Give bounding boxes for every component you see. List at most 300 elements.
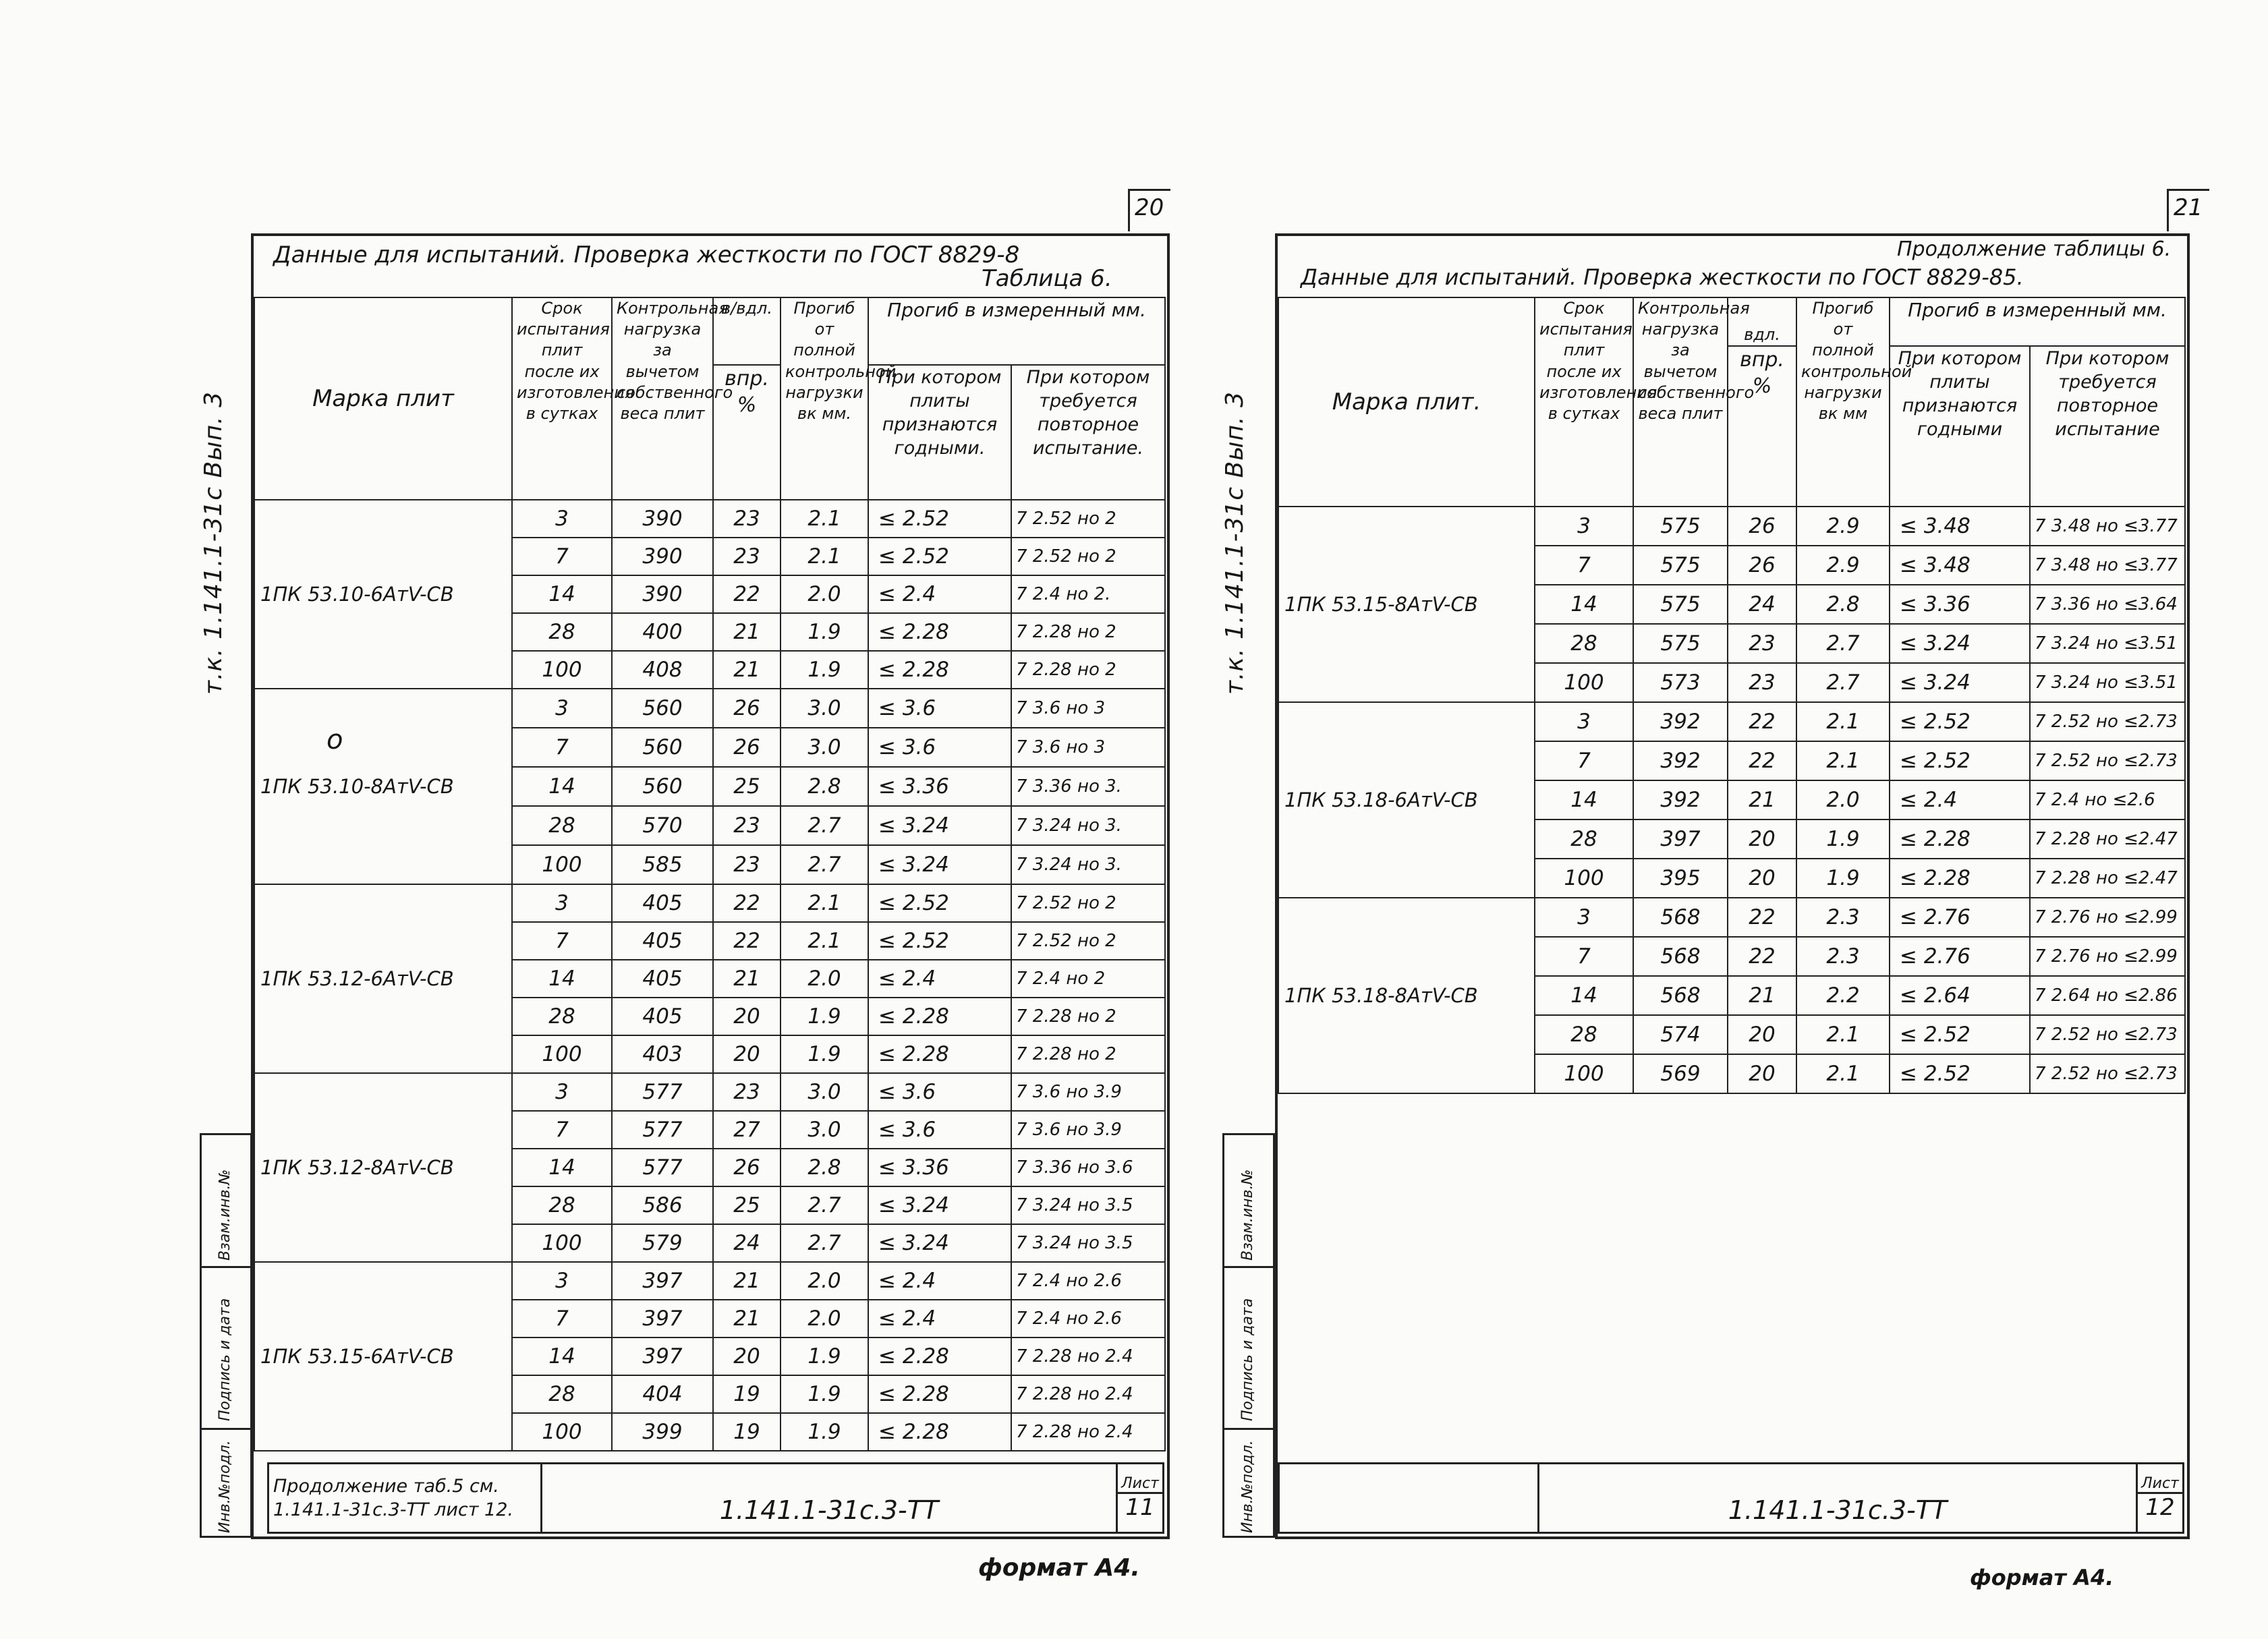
deflection-mm: 2.0 — [1796, 780, 1890, 820]
limit-accepted: ≤ 3.36 — [1890, 585, 2030, 624]
ratio-percent: 26 — [1728, 546, 1796, 585]
table-row — [254, 1073, 1165, 1111]
header-ratio-top: в/вдл. — [713, 297, 781, 365]
control-load: 397 — [612, 1338, 713, 1375]
deflection-mm: 1.9 — [781, 1035, 868, 1073]
control-load: 392 — [1633, 702, 1728, 741]
ratio-percent: 23 — [1728, 624, 1796, 663]
control-load: 568 — [1633, 937, 1728, 976]
limit-retest: 7 2.52 но 2 — [1011, 922, 1165, 960]
plate-mark: 1ПК 53.15-8АтV-СВ — [1278, 507, 1535, 702]
limit-retest: 7 3.24 но 3. — [1011, 845, 1165, 884]
left-table-number: Таблица 6. — [982, 265, 1112, 292]
deflection-mm: 2.3 — [1796, 898, 1890, 937]
term-days: 14 — [512, 960, 612, 998]
limit-retest: 7 2.4 но 2.6 — [1011, 1262, 1165, 1300]
deflection-mm: 2.9 — [1796, 507, 1890, 546]
limit-retest: 7 3.6 но 3.9 — [1011, 1111, 1165, 1149]
limit-retest: 7 2.28 но 2 — [1011, 613, 1165, 651]
control-load: 569 — [1633, 1054, 1728, 1093]
control-load: 577 — [612, 1111, 713, 1149]
deflection-mm: 2.8 — [1796, 585, 1890, 624]
limit-retest: 7 2.28 но ≤2.47 — [2030, 859, 2185, 898]
limit-accepted: ≤ 2.76 — [1890, 937, 2030, 976]
limit-accepted: ≤ 2.52 — [868, 922, 1011, 960]
ratio-percent: 20 — [713, 998, 781, 1035]
limit-retest: 7 3.24 но 3.5 — [1011, 1224, 1165, 1262]
control-load: 403 — [612, 1035, 713, 1073]
term-days: 28 — [1535, 1015, 1633, 1054]
header-ratio-bottom: впр. % — [1728, 346, 1796, 507]
right-sidebar-sign: Подпись и дата — [1239, 1298, 1256, 1421]
right-stamp-code: 1.141.1-31с.3-ТТ — [1539, 1464, 2137, 1533]
ratio-percent: 20 — [1728, 859, 1796, 898]
table-row — [254, 884, 1165, 922]
limit-accepted: ≤ 2.52 — [1890, 1054, 2030, 1093]
limit-accepted: ≤ 2.52 — [1890, 1015, 2030, 1054]
control-load: 575 — [1633, 546, 1728, 585]
limit-accepted: ≤ 2.52 — [1890, 741, 2030, 780]
deflection-mm: 2.0 — [781, 1262, 868, 1300]
left-sidebar-sign: Подпись и дата — [217, 1298, 233, 1421]
limit-accepted: ≤ 2.52 — [868, 538, 1011, 575]
term-days: 100 — [1535, 1054, 1633, 1093]
limit-accepted: ≤ 3.6 — [868, 728, 1011, 767]
left-page-number: 20 — [1135, 194, 1164, 221]
left-side-label: т.к. 1.141.1-31с Вып. 3 — [200, 391, 227, 695]
term-days: 100 — [512, 1035, 612, 1073]
header-term: Срок испытания плит после их изготовления в сутках — [512, 297, 612, 500]
term-days: 14 — [1535, 780, 1633, 820]
table-row — [1278, 898, 2185, 937]
right-stamp-sheet: 12 — [2145, 1494, 2175, 1521]
deflection-mm: 3.0 — [781, 689, 868, 728]
limit-accepted: ≤ 2.28 — [868, 1338, 1011, 1375]
term-days: 28 — [512, 1375, 612, 1413]
header-mark: Марка плит — [254, 297, 512, 500]
deflection-mm: 1.9 — [781, 613, 868, 651]
ratio-percent: 20 — [1728, 1054, 1796, 1093]
ratio-percent: 24 — [713, 1224, 781, 1262]
ratio-percent: 23 — [713, 1073, 781, 1111]
limit-retest: 7 2.76 но ≤2.99 — [2030, 898, 2185, 937]
limit-accepted: ≤ 3.48 — [1890, 507, 2030, 546]
term-days: 7 — [1535, 546, 1633, 585]
control-load: 568 — [1633, 976, 1728, 1015]
deflection-mm: 2.0 — [781, 960, 868, 998]
ratio-percent: 20 — [713, 1338, 781, 1375]
table-row — [254, 689, 1165, 728]
ratio-percent: 26 — [1728, 507, 1796, 546]
limit-accepted: ≤ 3.36 — [868, 1149, 1011, 1186]
ratio-percent: 23 — [713, 806, 781, 845]
term-days: 14 — [512, 575, 612, 613]
left-sidebar-inv: Инв.№подл. — [217, 1440, 233, 1533]
term-days: 28 — [512, 806, 612, 845]
left-test-data-table — [254, 297, 1166, 1451]
term-days: 28 — [512, 613, 612, 651]
control-load: 574 — [1633, 1015, 1728, 1054]
deflection-mm: 2.0 — [781, 1300, 868, 1338]
limit-retest: 7 3.48 но ≤3.77 — [2030, 546, 2185, 585]
limit-accepted: ≤ 2.28 — [868, 1035, 1011, 1073]
control-load: 579 — [612, 1224, 713, 1262]
term-days: 3 — [512, 500, 612, 538]
limit-accepted: ≤ 3.6 — [868, 1073, 1011, 1111]
term-days: 14 — [512, 1338, 612, 1375]
limit-retest: 7 2.28 но 2 — [1011, 1035, 1165, 1073]
right-title: Данные для испытаний. Проверка жесткости по ГОСТ 8829-85. — [1301, 264, 2024, 290]
term-days: 28 — [512, 998, 612, 1035]
ratio-percent: 21 — [713, 960, 781, 998]
term-days: 3 — [1535, 507, 1633, 546]
limit-retest: 7 2.52 но ≤2.73 — [2030, 741, 2185, 780]
control-load: 585 — [612, 845, 713, 884]
limit-retest: 7 2.28 но 2.4 — [1011, 1413, 1165, 1451]
term-days: 7 — [1535, 937, 1633, 976]
limit-retest: 7 3.6 но 3 — [1011, 728, 1165, 767]
deflection-mm: 2.7 — [781, 845, 868, 884]
header-mark: Марка плит. — [1278, 297, 1535, 507]
plate-mark: 1ПК 53.15-6АтV-СВ — [254, 1262, 512, 1451]
limit-accepted: ≤ 2.28 — [868, 613, 1011, 651]
right-side-label: т.к. 1.141.1-31с Вып. 3 — [1221, 391, 1249, 695]
deflection-mm: 2.7 — [781, 1224, 868, 1262]
header-load: Контрольная нагрузка за вычетом собственного веса плит — [1633, 297, 1728, 507]
limit-retest: 7 3.48 но ≤3.77 — [2030, 507, 2185, 546]
ratio-percent: 27 — [713, 1111, 781, 1149]
deflection-mm: 1.9 — [781, 651, 868, 689]
table-row — [254, 500, 1165, 538]
deflection-mm: 2.7 — [1796, 624, 1890, 663]
limit-retest: 7 2.64 но ≤2.86 — [2030, 976, 2185, 1015]
plate-mark: 1ПК 53.10-8АтV-СВ — [254, 689, 512, 884]
left-signature-sidebar — [200, 1133, 252, 1538]
ratio-percent: 25 — [713, 767, 781, 806]
limit-accepted: ≤ 3.6 — [868, 689, 1011, 728]
ratio-percent: 22 — [713, 922, 781, 960]
deflection-mm: 2.1 — [1796, 702, 1890, 741]
ratio-percent: 26 — [713, 1149, 781, 1186]
term-days: 100 — [1535, 859, 1633, 898]
term-days: 28 — [512, 1186, 612, 1224]
control-load: 575 — [1633, 507, 1728, 546]
deflection-mm: 2.9 — [1796, 546, 1890, 585]
limit-retest: 7 3.24 но 3. — [1011, 806, 1165, 845]
left-stamp-note: Продолжение таб.5 см. 1.141.1-31с.3-ТТ лист 12. — [268, 1464, 542, 1533]
ratio-percent: 21 — [713, 1300, 781, 1338]
plate-mark: 1ПК 53.10-6АтV-СВ — [254, 500, 512, 689]
right-sidebar-replace: Взам.инв.№ — [1239, 1169, 1256, 1261]
ratio-percent: 22 — [1728, 741, 1796, 780]
limit-retest: 7 2.28 но 2 — [1011, 651, 1165, 689]
term-days: 7 — [512, 728, 612, 767]
left-title-block — [267, 1462, 1164, 1534]
control-load: 560 — [612, 728, 713, 767]
left-stamp-sheet-label: Лист — [1118, 1475, 1162, 1494]
deflection-mm: 3.0 — [781, 728, 868, 767]
limit-accepted: ≤ 3.24 — [1890, 624, 2030, 663]
left-title: Данные для испытаний. Проверка жесткости по ГОСТ 8829-8 — [273, 241, 1020, 268]
ratio-percent: 24 — [1728, 585, 1796, 624]
term-days: 100 — [512, 1413, 612, 1451]
deflection-mm: 1.9 — [781, 1338, 868, 1375]
ratio-percent: 22 — [713, 884, 781, 922]
ratio-percent: 21 — [713, 651, 781, 689]
deflection-mm: 2.1 — [1796, 741, 1890, 780]
term-days: 14 — [512, 1149, 612, 1186]
limit-retest: 7 2.4 но 2.6 — [1011, 1300, 1165, 1338]
left-sidebar-replace: Взам.инв.№ — [217, 1169, 233, 1261]
deflection-mm: 3.0 — [781, 1073, 868, 1111]
ratio-percent: 20 — [1728, 820, 1796, 859]
limit-retest: 7 2.52 но 2 — [1011, 884, 1165, 922]
control-load: 390 — [612, 500, 713, 538]
right-title-continuation: Продолжение таблицы 6. — [1897, 237, 2172, 261]
header-measured: Прогиб в измеренный мм. — [868, 297, 1165, 365]
control-load: 392 — [1633, 780, 1728, 820]
term-days: 3 — [512, 884, 612, 922]
limit-accepted: ≤ 2.28 — [868, 1375, 1011, 1413]
limit-accepted: ≤ 2.28 — [1890, 820, 2030, 859]
deflection-mm: 1.9 — [781, 998, 868, 1035]
limit-retest: 7 2.28 но ≤2.47 — [2030, 820, 2185, 859]
table-row — [1278, 702, 2185, 741]
term-days: 100 — [512, 1224, 612, 1262]
plate-mark: 1ПК 53.12-6АтV-СВ — [254, 884, 512, 1073]
limit-accepted: ≤ 3.36 — [868, 767, 1011, 806]
deflection-mm: 2.7 — [781, 806, 868, 845]
right-test-data-table — [1278, 297, 2186, 1094]
ratio-percent: 22 — [713, 575, 781, 613]
deflection-mm: 2.2 — [1796, 976, 1890, 1015]
right-page-number: 21 — [2174, 194, 2203, 221]
header-accepted: При котором плиты признаются годными — [1890, 346, 2030, 507]
plate-mark: 1ПК 53.18-8АтV-СВ — [1278, 898, 1535, 1093]
limit-accepted: ≤ 3.24 — [868, 1224, 1011, 1262]
control-load: 397 — [612, 1262, 713, 1300]
left-stamp-sheet: 11 — [1125, 1494, 1155, 1521]
control-load: 577 — [612, 1149, 713, 1186]
limit-accepted: ≤ 2.52 — [868, 884, 1011, 922]
control-load: 390 — [612, 575, 713, 613]
term-days: 7 — [512, 1300, 612, 1338]
limit-accepted: ≤ 2.64 — [1890, 976, 2030, 1015]
term-days: 3 — [1535, 898, 1633, 937]
limit-accepted: ≤ 2.28 — [868, 998, 1011, 1035]
control-load: 405 — [612, 960, 713, 998]
deflection-mm: 2.1 — [781, 922, 868, 960]
limit-retest: 7 3.36 но 3. — [1011, 767, 1165, 806]
ratio-percent: 22 — [1728, 702, 1796, 741]
limit-retest: 7 2.76 но ≤2.99 — [2030, 937, 2185, 976]
limit-retest: 7 2.28 но 2 — [1011, 998, 1165, 1035]
control-load: 405 — [612, 884, 713, 922]
limit-accepted: ≤ 2.4 — [868, 575, 1011, 613]
deflection-mm: 2.7 — [781, 1186, 868, 1224]
deflection-mm: 2.7 — [1796, 663, 1890, 702]
limit-retest: 7 2.52 но ≤2.73 — [2030, 1015, 2185, 1054]
ratio-percent: 21 — [713, 613, 781, 651]
term-days: 7 — [512, 1111, 612, 1149]
header-ratio-bottom: впр. % — [713, 365, 781, 500]
limit-retest: 7 2.52 но ≤2.73 — [2030, 702, 2185, 741]
right-stamp-sheet-label: Лист — [2138, 1475, 2182, 1494]
limit-retest: 7 2.52 но ≤2.73 — [2030, 1054, 2185, 1093]
limit-accepted: ≤ 3.6 — [868, 1111, 1011, 1149]
limit-retest: 7 3.36 но 3.6 — [1011, 1149, 1165, 1186]
header-term: Срок испытания плит после их изготовления в сутках — [1535, 297, 1633, 507]
term-days: 7 — [1535, 741, 1633, 780]
limit-accepted: ≤ 3.24 — [868, 1186, 1011, 1224]
limit-accepted: ≤ 2.52 — [868, 500, 1011, 538]
term-days: 100 — [1535, 663, 1633, 702]
limit-accepted: ≤ 2.76 — [1890, 898, 2030, 937]
limit-retest: 7 2.52 но 2 — [1011, 500, 1165, 538]
term-days: 28 — [1535, 624, 1633, 663]
limit-retest: 7 2.28 но 2.4 — [1011, 1338, 1165, 1375]
control-load: 405 — [612, 998, 713, 1035]
ratio-percent: 23 — [713, 538, 781, 575]
deflection-mm: 3.0 — [781, 1111, 868, 1149]
limit-retest: 7 2.28 но 2.4 — [1011, 1375, 1165, 1413]
deflection-mm: 2.0 — [781, 575, 868, 613]
term-days: 100 — [512, 651, 612, 689]
term-days: 7 — [512, 922, 612, 960]
deflection-mm: 1.9 — [1796, 859, 1890, 898]
limit-retest: 7 3.24 но ≤3.51 — [2030, 663, 2185, 702]
limit-accepted: ≤ 2.4 — [868, 1262, 1011, 1300]
deflection-mm: 2.1 — [1796, 1054, 1890, 1093]
control-load: 568 — [1633, 898, 1728, 937]
term-days: 14 — [1535, 976, 1633, 1015]
control-load: 405 — [612, 922, 713, 960]
term-days: 3 — [512, 689, 612, 728]
ratio-percent: 22 — [1728, 898, 1796, 937]
deflection-mm: 2.8 — [781, 767, 868, 806]
term-days: 14 — [512, 767, 612, 806]
limit-retest: 7 3.6 но 3 — [1011, 689, 1165, 728]
deflection-mm: 2.1 — [781, 500, 868, 538]
control-load: 397 — [1633, 820, 1728, 859]
ratio-percent: 20 — [1728, 1015, 1796, 1054]
plate-mark: 1ПК 53.12-8АтV-СВ — [254, 1073, 512, 1262]
limit-retest: 7 3.24 но ≤3.51 — [2030, 624, 2185, 663]
term-days: 3 — [512, 1262, 612, 1300]
table-row — [254, 1262, 1165, 1300]
limit-retest: 7 2.4 но ≤2.6 — [2030, 780, 2185, 820]
term-days: 14 — [1535, 585, 1633, 624]
binding-hole-mark: o — [327, 724, 343, 755]
deflection-mm: 2.1 — [781, 538, 868, 575]
control-load: 399 — [612, 1413, 713, 1451]
ratio-percent: 21 — [1728, 780, 1796, 820]
header-accepted: При котором плиты признаются годными. — [868, 365, 1011, 500]
deflection-mm: 2.1 — [1796, 1015, 1890, 1054]
control-load: 392 — [1633, 741, 1728, 780]
right-format-label: формат А4. — [1970, 1565, 2114, 1590]
limit-accepted: ≤ 2.28 — [868, 651, 1011, 689]
term-days: 3 — [512, 1073, 612, 1111]
control-load: 586 — [612, 1186, 713, 1224]
control-load: 575 — [1633, 624, 1728, 663]
right-sidebar-inv: Инв.№подл. — [1239, 1440, 1256, 1533]
header-deflection: Прогиб от полной контрольной нагрузки вк мм. — [781, 297, 868, 500]
deflection-mm: 2.3 — [1796, 937, 1890, 976]
ratio-percent: 23 — [713, 500, 781, 538]
control-load: 570 — [612, 806, 713, 845]
header-ratio-top: вдл. — [1728, 297, 1796, 346]
limit-retest: 7 2.4 но 2. — [1011, 575, 1165, 613]
ratio-percent: 19 — [713, 1413, 781, 1451]
right-signature-sidebar — [1222, 1133, 1275, 1538]
term-days: 100 — [512, 845, 612, 884]
ratio-percent: 26 — [713, 689, 781, 728]
deflection-mm: 2.8 — [781, 1149, 868, 1186]
limit-accepted: ≤ 2.28 — [868, 1413, 1011, 1451]
ratio-percent: 23 — [713, 845, 781, 884]
header-load: Контрольная нагрузка за вычетом собственного веса плит — [612, 297, 713, 500]
deflection-mm: 1.9 — [781, 1375, 868, 1413]
limit-accepted: ≤ 3.24 — [868, 845, 1011, 884]
limit-retest: 7 2.52 но 2 — [1011, 538, 1165, 575]
control-load: 560 — [612, 767, 713, 806]
control-load: 390 — [612, 538, 713, 575]
limit-retest: 7 3.24 но 3.5 — [1011, 1186, 1165, 1224]
limit-accepted: ≤ 3.24 — [868, 806, 1011, 845]
control-load: 577 — [612, 1073, 713, 1111]
table-row — [1278, 507, 2185, 546]
limit-accepted: ≤ 2.28 — [1890, 859, 2030, 898]
deflection-mm: 1.9 — [1796, 820, 1890, 859]
header-retest: При котором требуется повторное испытание — [2030, 346, 2185, 507]
control-load: 404 — [612, 1375, 713, 1413]
left-stamp-code: 1.141.1-31с.3-ТТ — [542, 1464, 1117, 1533]
ratio-percent: 25 — [713, 1186, 781, 1224]
control-load: 573 — [1633, 663, 1728, 702]
limit-retest: 7 3.36 но ≤3.64 — [2030, 585, 2185, 624]
header-measured: Прогиб в измеренный мм. — [1890, 297, 2185, 346]
limit-accepted: ≤ 2.4 — [868, 960, 1011, 998]
limit-retest: 7 3.6 но 3.9 — [1011, 1073, 1165, 1111]
control-load: 395 — [1633, 859, 1728, 898]
ratio-percent: 19 — [713, 1375, 781, 1413]
ratio-percent: 23 — [1728, 663, 1796, 702]
ratio-percent: 21 — [1728, 976, 1796, 1015]
left-format-label: формат А4. — [978, 1554, 1140, 1582]
term-days: 7 — [512, 538, 612, 575]
ratio-percent: 26 — [713, 728, 781, 767]
plate-mark: 1ПК 53.18-6АтV-СВ — [1278, 702, 1535, 898]
term-days: 28 — [1535, 820, 1633, 859]
limit-accepted: ≤ 2.4 — [1890, 780, 2030, 820]
limit-accepted: ≤ 2.52 — [1890, 702, 2030, 741]
limit-accepted: ≤ 3.48 — [1890, 546, 2030, 585]
limit-accepted: ≤ 3.24 — [1890, 663, 2030, 702]
term-days: 3 — [1535, 702, 1633, 741]
deflection-mm: 2.1 — [781, 884, 868, 922]
right-title-block — [1278, 1462, 2184, 1534]
header-deflection: Прогиб от полной контрольной нагрузки вк мм — [1796, 297, 1890, 507]
control-load: 397 — [612, 1300, 713, 1338]
ratio-percent: 21 — [713, 1262, 781, 1300]
ratio-percent: 22 — [1728, 937, 1796, 976]
limit-retest: 7 2.4 но 2 — [1011, 960, 1165, 998]
ratio-percent: 20 — [713, 1035, 781, 1073]
control-load: 400 — [612, 613, 713, 651]
deflection-mm: 1.9 — [781, 1413, 868, 1451]
limit-accepted: ≤ 2.4 — [868, 1300, 1011, 1338]
